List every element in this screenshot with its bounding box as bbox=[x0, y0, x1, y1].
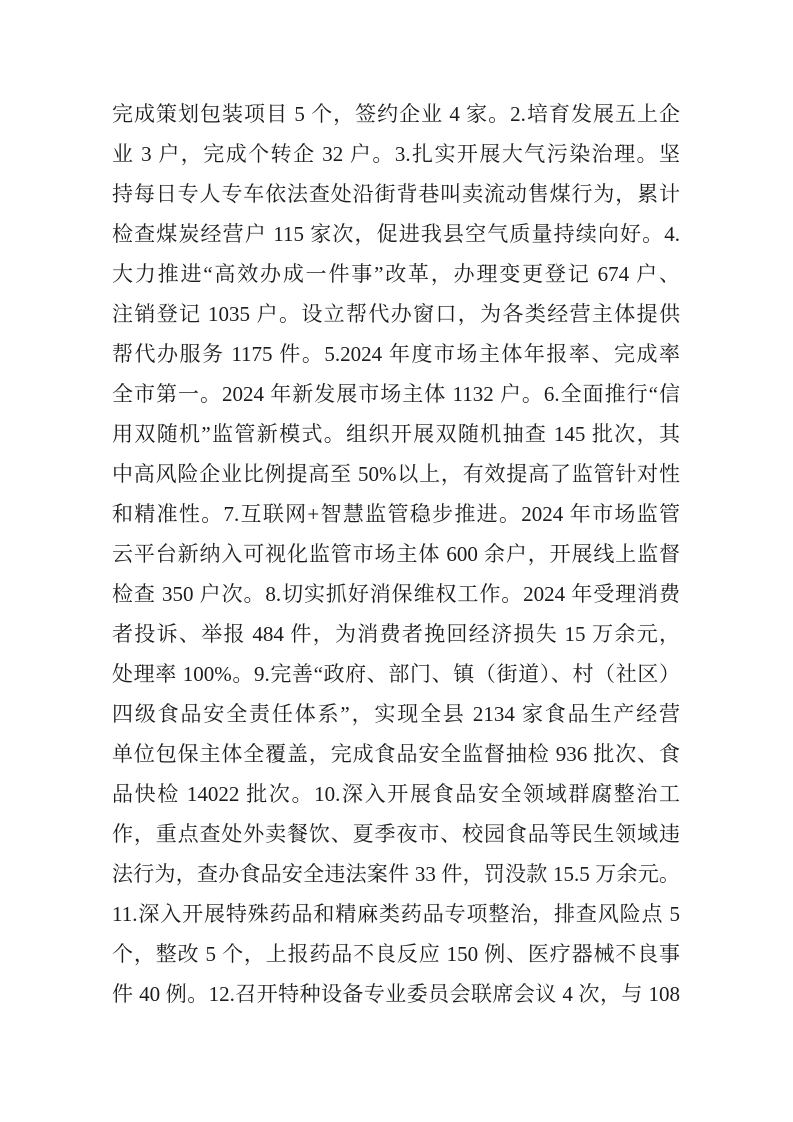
text-line: 检查 350 户次。8.切实抓好消保维权工作。2024 年受理消费 bbox=[112, 582, 680, 606]
text-line: 大力推进“高效办成一件事”改革，办理变更登记 674 户、 bbox=[112, 262, 680, 286]
text-line: 11.深入开展特殊药品和精麻类药品专项整治，排查风险点 5 bbox=[112, 902, 680, 926]
text-line: 法行为，查办食品安全违法案件 33 件，罚没款 15.5 万余元。 bbox=[112, 862, 680, 886]
text-line: 处理率 100%。9.完善“政府、部门、镇（街道）、村（社区） bbox=[112, 662, 680, 686]
text-line: 四级食品安全责任体系”，实现全县 2134 家食品生产经营 bbox=[112, 702, 680, 726]
body-text bbox=[112, 94, 680, 1014]
text-line: 完成策划包装项目 5 个，签约企业 4 家。2.培育发展五上企 bbox=[112, 102, 680, 126]
text-line: 用双随机”监管新模式。组织开展双随机抽查 145 批次，其 bbox=[112, 422, 680, 446]
text-line: 作，重点查处外卖餐饮、夏季夜市、校园食品等民生领域违 bbox=[112, 822, 680, 846]
text-line: 云平台新纳入可视化监管市场主体 600 余户，开展线上监督 bbox=[112, 542, 680, 566]
text-line: 注销登记 1035 户。设立帮代办窗口，为各类经营主体提供 bbox=[112, 302, 680, 326]
text-line: 中高风险企业比例提高至 50%以上，有效提高了监管针对性 bbox=[112, 462, 680, 486]
text-line: 品快检 14022 批次。10.深入开展食品安全领域群腐整治工 bbox=[112, 782, 680, 806]
text-line: 和精准性。7.互联网+智慧监管稳步推进。2024 年市场监管 bbox=[112, 502, 680, 526]
text-line: 单位包保主体全覆盖，完成食品安全监督抽检 936 批次、食 bbox=[112, 742, 680, 766]
text-line: 件 40 例。12.召开特种设备专业委员会联席会议 4 次，与 108 bbox=[112, 982, 680, 1006]
text-line: 者投诉、举报 484 件，为消费者挽回经济损失 15 万余元， bbox=[112, 622, 680, 646]
text-line: 业 3 户，完成个转企 32 户。3.扎实开展大气污染治理。坚 bbox=[112, 142, 680, 166]
text-line: 持每日专人专车依法查处沿街背巷叫卖流动售煤行为，累计 bbox=[112, 182, 680, 206]
text-line: 个，整改 5 个，上报药品不良反应 150 例、医疗器械不良事 bbox=[112, 942, 680, 966]
text-line: 检查煤炭经营户 115 家次，促进我县空气质量持续向好。4. bbox=[112, 222, 680, 246]
text-line: 帮代办服务 1175 件。5.2024 年度市场主体年报率、完成率 bbox=[112, 342, 680, 366]
text-line: 全市第一。2024 年新发展市场主体 1132 户。6.全面推行“信 bbox=[112, 382, 680, 406]
